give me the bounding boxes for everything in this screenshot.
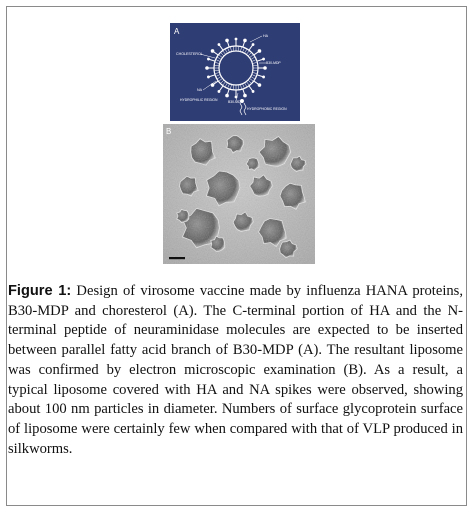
caption-text: Design of virosome vaccine made by influenza HANA proteins, B30-MDP and choresterol (A). The C-terminal portion of HA and the N-terminal peptide of neuraminidase molecules are expected to be inserted between parallel fatty acid branch of B30-MDP (A). The resultant liposome was confirmed by electron microscopic examination (B). As a result, a typical liposome covered with HA and NA spikes were observed, showing about 100 nm particles in diameter. Numbers of surface glycoprotein surface of liposome were certainly few when compared with that of VLP produced in silkworms. xyxy=(8,283,463,457)
figure-caption xyxy=(8,282,463,459)
spike-head xyxy=(207,76,210,79)
cholesterol-label: CHOLESTEROL xyxy=(176,52,203,56)
b30-mdp-label-top: B30-MDP xyxy=(266,61,281,65)
spike-head xyxy=(211,49,215,53)
spike-head xyxy=(218,90,221,93)
spike-head xyxy=(258,83,262,87)
spike-head xyxy=(262,76,265,79)
micrograph-grain xyxy=(163,124,315,264)
spike-head xyxy=(205,66,209,70)
spike-head xyxy=(218,43,221,46)
panel-b-letter: B xyxy=(166,127,172,136)
spike-head xyxy=(211,83,215,87)
spike-head xyxy=(258,49,262,53)
spike-head xyxy=(235,38,238,41)
caption-label: Figure 1: xyxy=(8,283,72,299)
scale-bar xyxy=(169,257,185,259)
spike-head xyxy=(225,94,229,98)
panel-a-letter: A xyxy=(174,27,180,36)
ha-label: HA xyxy=(263,34,268,38)
spike-head xyxy=(225,39,229,43)
spike-head xyxy=(207,58,210,61)
hydrophilic-region-label: HYDROPHILIC REGION xyxy=(180,98,218,102)
b30-mdp-label-bottom: B30-MDP xyxy=(228,100,243,104)
spike-head xyxy=(252,90,255,93)
hydrophobic-region-label: HYDROPHOBIC REGION xyxy=(247,107,287,111)
spike-head xyxy=(262,58,265,61)
na-label: NA xyxy=(197,88,202,92)
spike-head xyxy=(243,39,247,43)
spike-head xyxy=(252,43,255,46)
panel-b-micrograph xyxy=(163,124,315,264)
spike-head xyxy=(243,94,247,98)
panel-a-diagram xyxy=(170,23,300,121)
spike-head xyxy=(263,66,267,70)
